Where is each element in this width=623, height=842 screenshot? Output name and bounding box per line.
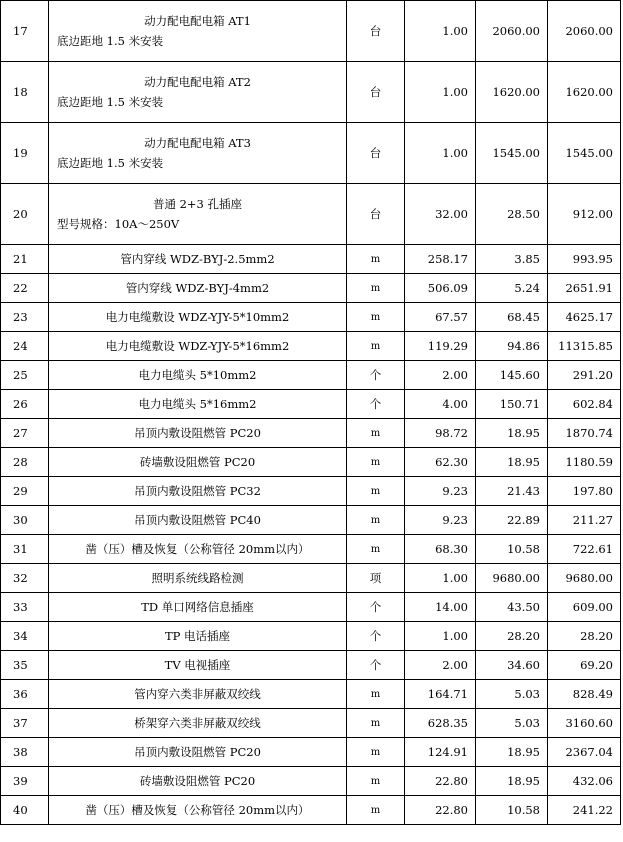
total-price-cell: 2060.00 <box>548 1 621 62</box>
item-name: 动力配电配电箱 AT3 <box>144 136 251 150</box>
unit-price-cell: 150.71 <box>476 390 548 419</box>
unit-price-cell: 1545.00 <box>476 123 548 184</box>
table-row <box>1 184 621 245</box>
item-note: 底边距地 1.5 米安装 <box>57 34 164 48</box>
unit-cell: 台 <box>347 62 405 123</box>
item-name-cell <box>49 184 347 245</box>
total-price-cell: 3160.60 <box>548 709 621 738</box>
total-price-cell: 993.95 <box>548 245 621 274</box>
row-number-cell: 31 <box>1 535 49 564</box>
quantity-cell: 68.30 <box>405 535 476 564</box>
table-row <box>1 62 621 123</box>
item-name-cell <box>49 62 347 123</box>
row-number-cell: 40 <box>1 796 49 825</box>
unit-price-cell: 2060.00 <box>476 1 548 62</box>
quantity-cell: 1.00 <box>405 622 476 651</box>
row-number-cell: 33 <box>1 593 49 622</box>
table-row <box>1 123 621 184</box>
row-number-cell: 30 <box>1 506 49 535</box>
unit-cell: 项 <box>347 564 405 593</box>
unit-price-cell: 18.95 <box>476 419 548 448</box>
table-row <box>1 622 621 651</box>
unit-price-cell: 1620.00 <box>476 62 548 123</box>
item-name-cell: TP 电话插座 <box>49 622 347 651</box>
unit-price-cell: 22.89 <box>476 506 548 535</box>
table-row <box>1 680 621 709</box>
unit-cell: m <box>347 738 405 767</box>
table-row <box>1 506 621 535</box>
unit-price-cell: 10.58 <box>476 535 548 564</box>
total-price-cell: 2651.91 <box>548 274 621 303</box>
row-number-cell: 17 <box>1 1 49 62</box>
total-price-cell: 69.20 <box>548 651 621 680</box>
unit-price-cell: 43.50 <box>476 593 548 622</box>
row-number-cell: 18 <box>1 62 49 123</box>
row-number-cell: 27 <box>1 419 49 448</box>
quantity-cell: 506.09 <box>405 274 476 303</box>
quantity-cell: 9.23 <box>405 506 476 535</box>
unit-price-cell: 28.20 <box>476 622 548 651</box>
unit-price-cell: 34.60 <box>476 651 548 680</box>
item-name-cell: 管内穿线 WDZ-BYJ-2.5mm2 <box>49 245 347 274</box>
unit-cell: m <box>347 535 405 564</box>
unit-price-cell: 9680.00 <box>476 564 548 593</box>
table-row <box>1 303 621 332</box>
total-price-cell: 1620.00 <box>548 62 621 123</box>
table-body <box>1 1 621 825</box>
total-price-cell: 432.06 <box>548 767 621 796</box>
item-note: 底边距地 1.5 米安装 <box>57 95 164 109</box>
total-price-cell: 241.22 <box>548 796 621 825</box>
unit-price-cell: 18.95 <box>476 767 548 796</box>
table-row <box>1 477 621 506</box>
table-row <box>1 361 621 390</box>
item-name-cell: 管内穿六类非屏蔽双绞线 <box>49 680 347 709</box>
item-name-cell: 砖墙敷设阻燃管 PC20 <box>49 767 347 796</box>
quantity-cell: 1.00 <box>405 123 476 184</box>
table-row <box>1 332 621 361</box>
item-name-cell: 凿（压）槽及恢复（公称管径 20mm以内） <box>49 535 347 564</box>
total-price-cell: 197.80 <box>548 477 621 506</box>
item-name-cell: 电力电缆敷设 WDZ-YJY-5*10mm2 <box>49 303 347 332</box>
unit-cell: 个 <box>347 622 405 651</box>
total-price-cell: 291.20 <box>548 361 621 390</box>
item-name-cell: 照明系统线路检测 <box>49 564 347 593</box>
row-number-cell: 26 <box>1 390 49 419</box>
unit-cell: m <box>347 303 405 332</box>
row-number-cell: 36 <box>1 680 49 709</box>
unit-price-cell: 5.24 <box>476 274 548 303</box>
item-name-cell: 凿（压）槽及恢复（公称管径 20mm以内） <box>49 796 347 825</box>
item-name-cell: 吊顶内敷设阻燃管 PC40 <box>49 506 347 535</box>
unit-price-cell: 18.95 <box>476 738 548 767</box>
total-price-cell: 28.20 <box>548 622 621 651</box>
unit-price-cell: 145.60 <box>476 361 548 390</box>
quantity-cell: 258.17 <box>405 245 476 274</box>
item-name-cell: 电力电缆敷设 WDZ-YJY-5*16mm2 <box>49 332 347 361</box>
unit-cell: 台 <box>347 184 405 245</box>
quantity-cell: 22.80 <box>405 796 476 825</box>
table-row <box>1 448 621 477</box>
table-row <box>1 564 621 593</box>
row-number-cell: 25 <box>1 361 49 390</box>
row-number-cell: 21 <box>1 245 49 274</box>
table-row <box>1 535 621 564</box>
row-number-cell: 23 <box>1 303 49 332</box>
table-row <box>1 1 621 62</box>
item-name-cell: TV 电视插座 <box>49 651 347 680</box>
unit-cell: 台 <box>347 123 405 184</box>
item-name: 动力配电配电箱 AT2 <box>144 75 251 89</box>
unit-cell: m <box>347 796 405 825</box>
table-row <box>1 245 621 274</box>
quantity-cell: 9.23 <box>405 477 476 506</box>
table-row <box>1 738 621 767</box>
row-number-cell: 29 <box>1 477 49 506</box>
quantity-cell: 1.00 <box>405 1 476 62</box>
quantity-cell: 1.00 <box>405 62 476 123</box>
quantity-cell: 32.00 <box>405 184 476 245</box>
quantity-cell: 2.00 <box>405 651 476 680</box>
quantity-cell: 67.57 <box>405 303 476 332</box>
total-price-cell: 11315.85 <box>548 332 621 361</box>
item-name-cell: 砖墙敷设阻燃管 PC20 <box>49 448 347 477</box>
unit-price-cell: 5.03 <box>476 680 548 709</box>
quantity-cell: 628.35 <box>405 709 476 738</box>
row-number-cell: 22 <box>1 274 49 303</box>
table-row <box>1 390 621 419</box>
total-price-cell: 602.84 <box>548 390 621 419</box>
item-name: 动力配电配电箱 AT1 <box>144 14 251 28</box>
table-row <box>1 709 621 738</box>
total-price-cell: 722.61 <box>548 535 621 564</box>
quantity-cell: 98.72 <box>405 419 476 448</box>
unit-cell: m <box>347 332 405 361</box>
item-name-cell: 电力电缆头 5*10mm2 <box>49 361 347 390</box>
quantity-cell: 22.80 <box>405 767 476 796</box>
unit-price-cell: 21.43 <box>476 477 548 506</box>
unit-cell: m <box>347 767 405 796</box>
quantity-cell: 2.00 <box>405 361 476 390</box>
unit-price-cell: 3.85 <box>476 245 548 274</box>
item-name-cell: 吊顶内敷设阻燃管 PC20 <box>49 419 347 448</box>
row-number-cell: 28 <box>1 448 49 477</box>
table-row <box>1 274 621 303</box>
unit-cell: m <box>347 419 405 448</box>
unit-cell: 台 <box>347 1 405 62</box>
table-row <box>1 593 621 622</box>
unit-cell: m <box>347 506 405 535</box>
quantity-cell: 4.00 <box>405 390 476 419</box>
item-name-cell: 吊顶内敷设阻燃管 PC32 <box>49 477 347 506</box>
row-number-cell: 19 <box>1 123 49 184</box>
table-row <box>1 419 621 448</box>
unit-price-cell: 10.58 <box>476 796 548 825</box>
total-price-cell: 4625.17 <box>548 303 621 332</box>
unit-cell: m <box>347 245 405 274</box>
total-price-cell: 2367.04 <box>548 738 621 767</box>
unit-price-cell: 94.86 <box>476 332 548 361</box>
unit-price-cell: 28.50 <box>476 184 548 245</box>
unit-price-cell: 68.45 <box>476 303 548 332</box>
table-row <box>1 767 621 796</box>
item-name-cell: 吊顶内敷设阻燃管 PC20 <box>49 738 347 767</box>
unit-cell: 个 <box>347 593 405 622</box>
total-price-cell: 1545.00 <box>548 123 621 184</box>
row-number-cell: 39 <box>1 767 49 796</box>
item-name-cell: 桥架穿六类非屏蔽双绞线 <box>49 709 347 738</box>
item-name-cell <box>49 1 347 62</box>
unit-price-cell: 18.95 <box>476 448 548 477</box>
row-number-cell: 34 <box>1 622 49 651</box>
quantity-cell: 119.29 <box>405 332 476 361</box>
quantity-cell: 164.71 <box>405 680 476 709</box>
quantity-cell: 124.91 <box>405 738 476 767</box>
row-number-cell: 37 <box>1 709 49 738</box>
total-price-cell: 9680.00 <box>548 564 621 593</box>
unit-cell: 个 <box>347 390 405 419</box>
unit-cell: 个 <box>347 651 405 680</box>
item-name-cell <box>49 123 347 184</box>
unit-cell: m <box>347 709 405 738</box>
table-row <box>1 651 621 680</box>
item-note: 底边距地 1.5 米安装 <box>57 156 164 170</box>
item-name-cell: 管内穿线 WDZ-BYJ-4mm2 <box>49 274 347 303</box>
row-number-cell: 38 <box>1 738 49 767</box>
row-number-cell: 35 <box>1 651 49 680</box>
quantity-cell: 62.30 <box>405 448 476 477</box>
row-number-cell: 24 <box>1 332 49 361</box>
quantity-cell: 14.00 <box>405 593 476 622</box>
item-name-cell: TD 单口网络信息插座 <box>49 593 347 622</box>
row-number-cell: 32 <box>1 564 49 593</box>
unit-cell: m <box>347 477 405 506</box>
unit-cell: m <box>347 274 405 303</box>
total-price-cell: 211.27 <box>548 506 621 535</box>
total-price-cell: 609.00 <box>548 593 621 622</box>
quantity-cell: 1.00 <box>405 564 476 593</box>
total-price-cell: 1870.74 <box>548 419 621 448</box>
total-price-cell: 912.00 <box>548 184 621 245</box>
item-note: 型号规格：10A～250V <box>57 217 180 231</box>
total-price-cell: 828.49 <box>548 680 621 709</box>
unit-cell: m <box>347 680 405 709</box>
item-name: 普通 2+3 孔插座 <box>152 197 243 211</box>
item-name-cell: 电力电缆头 5*16mm2 <box>49 390 347 419</box>
unit-cell: m <box>347 448 405 477</box>
total-price-cell: 1180.59 <box>548 448 621 477</box>
unit-cell: 个 <box>347 361 405 390</box>
row-number-cell: 20 <box>1 184 49 245</box>
unit-price-cell: 5.03 <box>476 709 548 738</box>
table-row <box>1 796 621 825</box>
